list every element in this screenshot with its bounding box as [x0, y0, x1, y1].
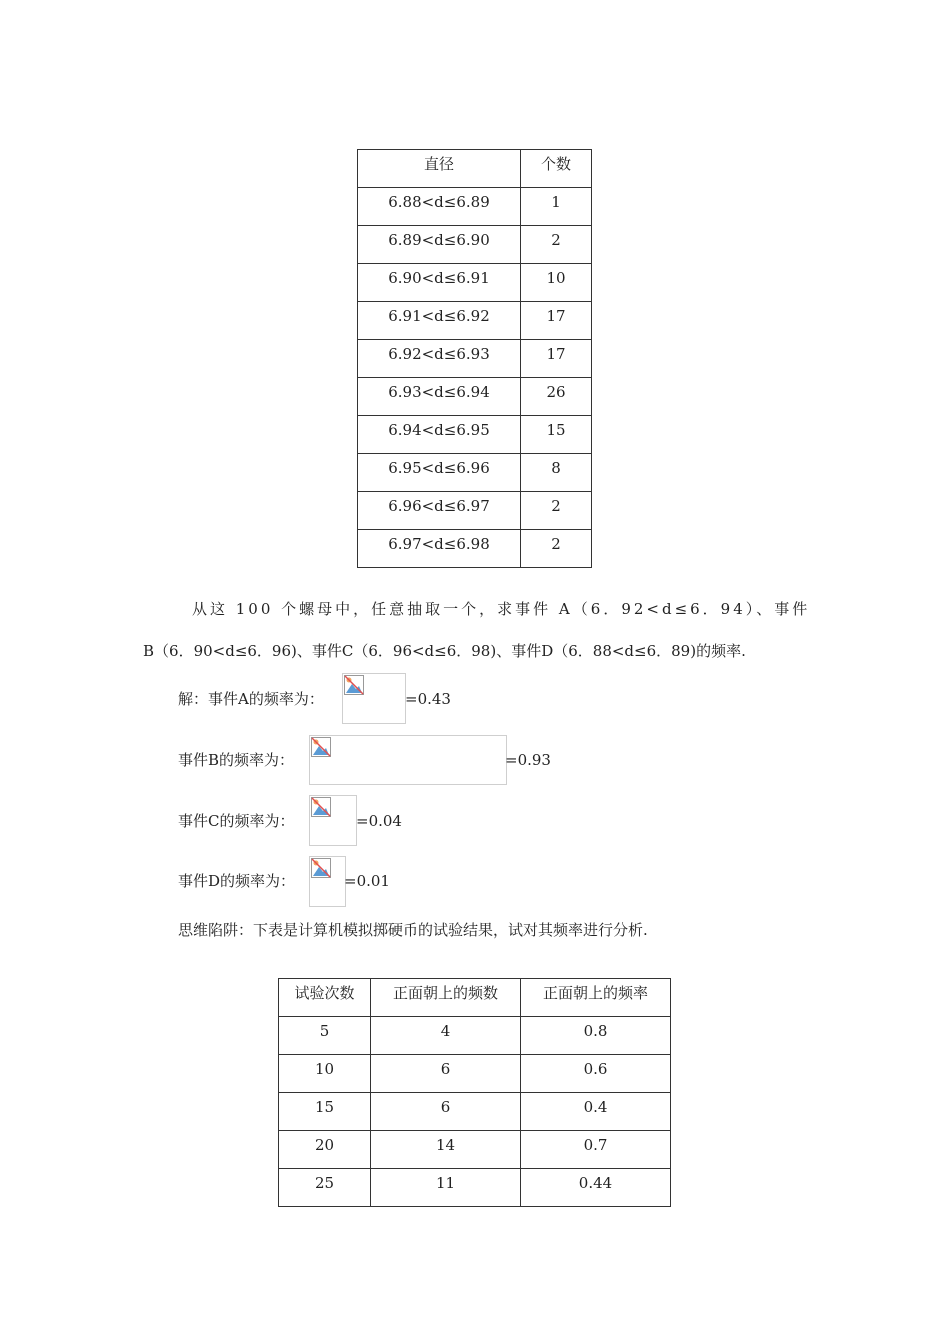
table-row [358, 378, 592, 416]
table-cell: 5 [279, 1017, 371, 1055]
table-cell: 6.90<d≤6.91 [358, 264, 521, 302]
table-row [358, 188, 592, 226]
table-cell: 0.8 [521, 1017, 671, 1055]
formula-image-c [309, 795, 357, 846]
table-cell: 6.89<d≤6.90 [358, 226, 521, 264]
table-cell: 6.92<d≤6.93 [358, 340, 521, 378]
broken-image-icon [311, 737, 331, 757]
table-cell: 11 [371, 1169, 521, 1207]
table-cell: 0.44 [521, 1169, 671, 1207]
table-cell: 6.91<d≤6.92 [358, 302, 521, 340]
formula-image-b [309, 735, 507, 785]
table-cell: 6.96<d≤6.97 [358, 492, 521, 530]
table-row [279, 1169, 671, 1207]
solution-c-label: 事件C的频率为： [178, 812, 295, 830]
solution-a-label: 解：事件A的频率为： [178, 690, 324, 708]
formula-image-a [342, 673, 406, 724]
table-header-row [358, 150, 592, 188]
table-row [279, 1017, 671, 1055]
table-row [358, 340, 592, 378]
question-line-2: B（6．90<d≤6．96)、事件C（6．96<d≤6．98)、事件D（6．88<d≤6．89)的频率. [143, 642, 746, 660]
table-cell: 2 [521, 492, 592, 530]
table-cell: 17 [521, 340, 592, 378]
table-row [358, 454, 592, 492]
table-cell: 25 [279, 1169, 371, 1207]
table-cell: 2 [521, 530, 592, 568]
solution-b-label: 事件B的频率为： [178, 751, 295, 769]
table-cell: 6.93<d≤6.94 [358, 378, 521, 416]
table-cell: 4 [371, 1017, 521, 1055]
table-cell: 6.94<d≤6.95 [358, 416, 521, 454]
table-row [358, 530, 592, 568]
table-cell: 6 [371, 1055, 521, 1093]
trap-text: 思维陷阱：下表是计算机模拟掷硬币的试验结果，试对其频率进行分析. [178, 921, 648, 939]
header-cell: 正面朝上的频数 [371, 979, 521, 1017]
table-row [358, 226, 592, 264]
solution-d-label: 事件D的频率为： [178, 872, 296, 890]
solution-a-value: =0.43 [405, 690, 451, 708]
table-cell: 6.97<d≤6.98 [358, 530, 521, 568]
broken-image-icon [311, 797, 331, 817]
table-row [279, 1055, 671, 1093]
header-cell: 个数 [521, 150, 592, 188]
table-cell: 14 [371, 1131, 521, 1169]
header-cell: 试验次数 [279, 979, 371, 1017]
table-cell: 10 [521, 264, 592, 302]
table-cell: 17 [521, 302, 592, 340]
table-row [279, 1131, 671, 1169]
table-cell: 8 [521, 454, 592, 492]
table-cell: 6.95<d≤6.96 [358, 454, 521, 492]
table-row [358, 416, 592, 454]
diameter-table [357, 149, 592, 568]
question-line-1: 从这 100 个螺母中，任意抽取一个，求事件 A（6．92<d≤6．94）、事件 [192, 600, 811, 618]
table-row [279, 1093, 671, 1131]
broken-image-icon [344, 675, 364, 695]
table-cell: 6 [371, 1093, 521, 1131]
formula-image-d [309, 856, 346, 907]
header-cell: 正面朝上的频率 [521, 979, 671, 1017]
solution-d-value: =0.01 [344, 872, 390, 890]
table-cell: 1 [521, 188, 592, 226]
table-cell: 2 [521, 226, 592, 264]
table-row [358, 492, 592, 530]
table-row [358, 302, 592, 340]
table-cell: 0.6 [521, 1055, 671, 1093]
broken-image-icon [311, 858, 331, 878]
table-cell: 20 [279, 1131, 371, 1169]
solution-b-value: =0.93 [505, 751, 551, 769]
table-cell: 10 [279, 1055, 371, 1093]
table-header-row [279, 979, 671, 1017]
table-cell: 15 [279, 1093, 371, 1131]
table-cell: 0.4 [521, 1093, 671, 1131]
solution-c-value: =0.04 [356, 812, 402, 830]
table-cell: 0.7 [521, 1131, 671, 1169]
table-cell: 6.88<d≤6.89 [358, 188, 521, 226]
table-row [358, 264, 592, 302]
table-cell: 15 [521, 416, 592, 454]
table-cell: 26 [521, 378, 592, 416]
header-cell: 直径 [358, 150, 521, 188]
coin-toss-table [278, 978, 671, 1207]
